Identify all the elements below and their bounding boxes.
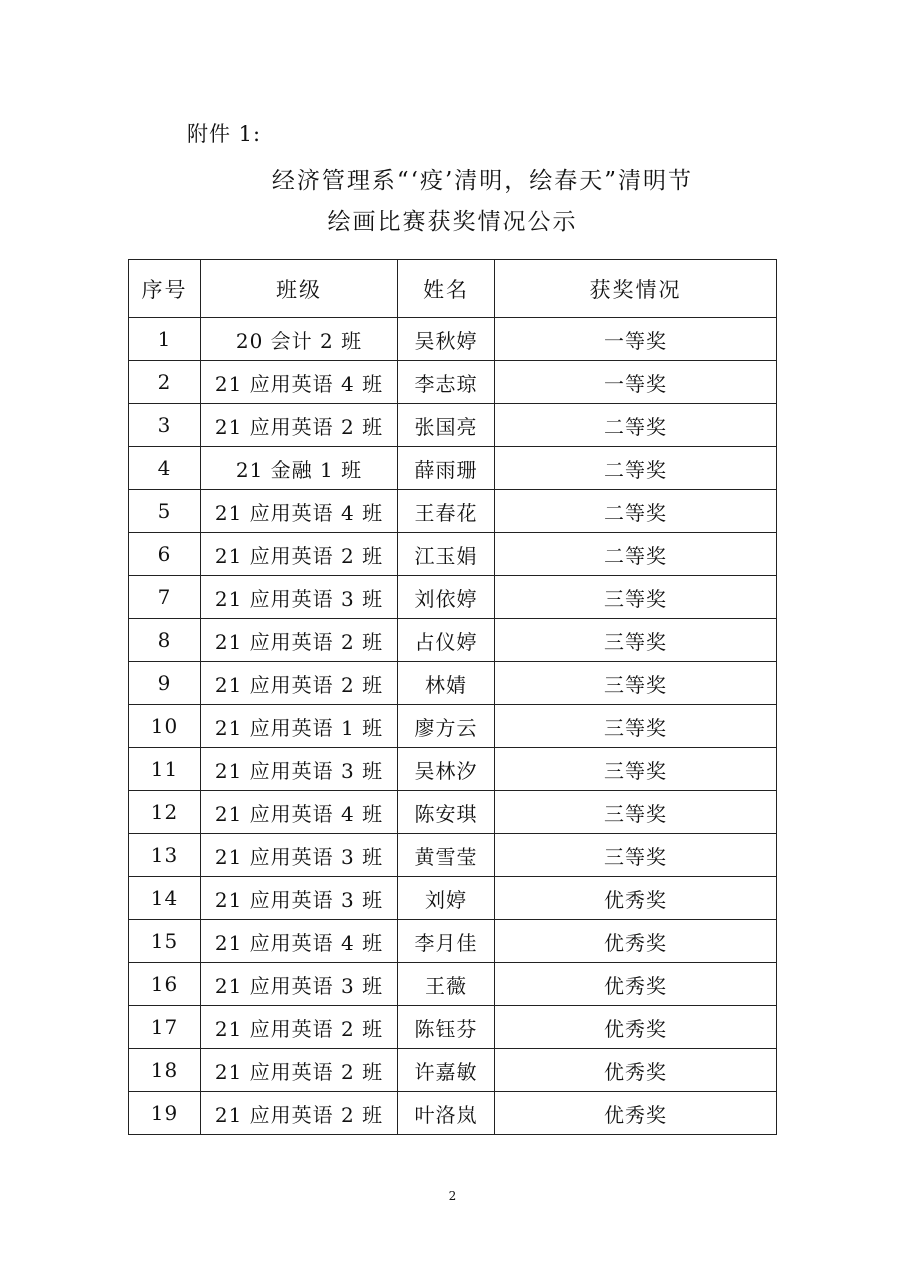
cell-name: 黄雪莹	[398, 834, 495, 877]
cell-name: 薛雨珊	[398, 447, 495, 490]
table-row	[129, 447, 777, 490]
cell-award: 二等奖	[495, 447, 777, 490]
cell-class: 21 应用英语 2 班	[201, 1092, 398, 1135]
cell-award: 二等奖	[495, 404, 777, 447]
awards-table	[128, 259, 777, 1135]
table-row	[129, 963, 777, 1006]
header-name: 姓名	[398, 260, 495, 318]
table-row	[129, 791, 777, 834]
cell-index: 2	[129, 361, 201, 404]
cell-name: 刘依婷	[398, 576, 495, 619]
cell-name: 吴秋婷	[398, 318, 495, 361]
cell-class: 21 应用英语 3 班	[201, 834, 398, 877]
cell-award: 三等奖	[495, 705, 777, 748]
cell-name: 李月佳	[398, 920, 495, 963]
table-row	[129, 404, 777, 447]
cell-name: 刘婷	[398, 877, 495, 920]
table-header-row	[129, 260, 777, 318]
cell-award: 优秀奖	[495, 1006, 777, 1049]
cell-name: 王薇	[398, 963, 495, 1006]
header-award: 获奖情况	[495, 260, 777, 318]
cell-index: 14	[129, 877, 201, 920]
cell-class: 21 应用英语 2 班	[201, 533, 398, 576]
page-number: 2	[448, 1189, 457, 1203]
cell-class: 21 应用英语 2 班	[201, 1006, 398, 1049]
cell-class: 21 应用英语 3 班	[201, 576, 398, 619]
cell-name: 许嘉敏	[398, 1049, 495, 1092]
cell-class: 21 应用英语 3 班	[201, 877, 398, 920]
cell-index: 17	[129, 1006, 201, 1049]
cell-index: 1	[129, 318, 201, 361]
cell-name: 陈安琪	[398, 791, 495, 834]
table-row	[129, 877, 777, 920]
cell-index: 13	[129, 834, 201, 877]
table-row	[129, 834, 777, 877]
cell-name: 江玉娟	[398, 533, 495, 576]
cell-award: 优秀奖	[495, 1092, 777, 1135]
cell-name: 廖方云	[398, 705, 495, 748]
table-row	[129, 490, 777, 533]
document-title-line-1: 经济管理系“‘疫’清明，绘春天”清明节	[271, 168, 694, 194]
cell-class: 21 应用英语 4 班	[201, 490, 398, 533]
cell-class: 21 应用英语 2 班	[201, 404, 398, 447]
cell-award: 三等奖	[495, 619, 777, 662]
cell-award: 二等奖	[495, 490, 777, 533]
table-row	[129, 533, 777, 576]
cell-name: 李志琼	[398, 361, 495, 404]
awards-table-body	[129, 318, 777, 1135]
table-row	[129, 662, 777, 705]
cell-name: 吴林汐	[398, 748, 495, 791]
cell-award: 优秀奖	[495, 963, 777, 1006]
table-row	[129, 920, 777, 963]
header-index: 序号	[129, 260, 201, 318]
cell-index: 8	[129, 619, 201, 662]
cell-class: 21 应用英语 2 班	[201, 1049, 398, 1092]
table-row	[129, 361, 777, 404]
cell-class: 21 应用英语 1 班	[201, 705, 398, 748]
cell-index: 3	[129, 404, 201, 447]
cell-award: 二等奖	[495, 533, 777, 576]
cell-class: 21 应用英语 3 班	[201, 748, 398, 791]
cell-award: 优秀奖	[495, 1049, 777, 1092]
cell-class: 21 应用英语 4 班	[201, 920, 398, 963]
cell-index: 6	[129, 533, 201, 576]
cell-index: 9	[129, 662, 201, 705]
cell-class: 21 应用英语 2 班	[201, 662, 398, 705]
cell-index: 4	[129, 447, 201, 490]
cell-name: 陈钰芬	[398, 1006, 495, 1049]
table-row	[129, 705, 777, 748]
cell-name: 占仪婷	[398, 619, 495, 662]
cell-award: 三等奖	[495, 748, 777, 791]
cell-index: 5	[129, 490, 201, 533]
cell-class: 20 会计 2 班	[201, 318, 398, 361]
cell-index: 19	[129, 1092, 201, 1135]
table-row	[129, 748, 777, 791]
cell-index: 12	[129, 791, 201, 834]
cell-class: 21 应用英语 2 班	[201, 619, 398, 662]
table-row	[129, 318, 777, 361]
cell-name: 张国亮	[398, 404, 495, 447]
table-row	[129, 619, 777, 662]
cell-index: 18	[129, 1049, 201, 1092]
cell-index: 11	[129, 748, 201, 791]
cell-class: 21 金融 1 班	[201, 447, 398, 490]
table-row	[129, 1092, 777, 1135]
cell-name: 林婧	[398, 662, 495, 705]
cell-award: 三等奖	[495, 791, 777, 834]
cell-award: 三等奖	[495, 662, 777, 705]
table-row	[129, 1006, 777, 1049]
header-class: 班级	[201, 260, 398, 318]
table-row	[129, 1049, 777, 1092]
cell-name: 王春花	[398, 490, 495, 533]
cell-class: 21 应用英语 4 班	[201, 791, 398, 834]
cell-index: 16	[129, 963, 201, 1006]
cell-index: 15	[129, 920, 201, 963]
cell-index: 7	[129, 576, 201, 619]
cell-award: 三等奖	[495, 834, 777, 877]
cell-award: 一等奖	[495, 318, 777, 361]
attachment-label: 附件 1:	[187, 122, 262, 146]
cell-award: 优秀奖	[495, 877, 777, 920]
cell-class: 21 应用英语 3 班	[201, 963, 398, 1006]
document-title-line-2: 绘画比赛获奖情况公示	[327, 209, 578, 235]
cell-class: 21 应用英语 4 班	[201, 361, 398, 404]
cell-award: 一等奖	[495, 361, 777, 404]
cell-award: 优秀奖	[495, 920, 777, 963]
cell-name: 叶洛岚	[398, 1092, 495, 1135]
cell-index: 10	[129, 705, 201, 748]
table-row	[129, 576, 777, 619]
cell-award: 三等奖	[495, 576, 777, 619]
